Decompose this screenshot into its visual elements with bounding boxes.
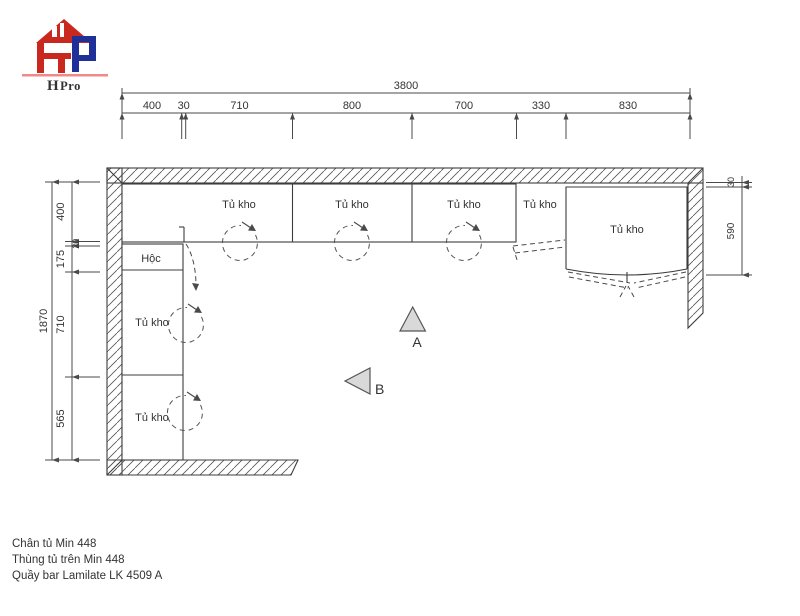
left-dim-seg-3: 175: [55, 249, 67, 269]
top-dim-seg-1: 400: [142, 100, 162, 112]
left-dim-seg-4: 710: [55, 315, 67, 334]
right-cabinet-center-mark-2: [628, 286, 634, 297]
top-dim-seg-6: 330: [531, 100, 551, 112]
top-dim-arrows: [120, 93, 693, 120]
right-dim-arrows: [742, 180, 749, 278]
left-col-label-1: Tủ kho: [135, 317, 169, 329]
top-dim-seg-3: 710: [230, 100, 249, 112]
hoc-door-swing-arrowhead: [192, 283, 199, 291]
note-line-2: Thùng tủ trên Min 448: [12, 554, 125, 566]
cabinet-left-column: [122, 244, 183, 460]
section-markers: [345, 307, 425, 397]
right-cabinet-door-left-2: [569, 277, 628, 288]
wall-top: [107, 168, 703, 183]
footer-notes: [12, 538, 163, 582]
note-line-3: Quầy bar Lamilate LK 4509 A: [12, 570, 163, 582]
left-dim-total: 1870: [38, 308, 50, 334]
right-cabinet-center-mark-1: [620, 286, 626, 297]
left-dimensions: [45, 180, 100, 463]
logo-chimney-1: [52, 26, 57, 37]
door-swing-arrows: [187, 222, 480, 401]
top-dim-seg-5: 700: [454, 100, 474, 112]
right-dimension-labels: [726, 177, 737, 239]
logo-wordmark: HPro: [47, 78, 81, 94]
marker-b-label: B: [375, 381, 385, 397]
top-row-label-2: Tủ kho: [335, 199, 369, 211]
top-dim-seg-4: 800: [342, 100, 362, 112]
right-cabinet-label: Tủ kho: [610, 224, 644, 236]
marker-a-triangle: [400, 307, 425, 331]
left-dim-seg-5: 565: [55, 409, 67, 428]
left-dimension-labels: [38, 203, 81, 428]
swing-arrow-5: [187, 392, 201, 401]
right-cabinet-door-right-2: [636, 277, 685, 288]
hoc-door-swing: [186, 244, 196, 286]
top-row-label-1: Tủ kho: [222, 199, 256, 211]
wall-right: [688, 183, 703, 328]
left-dim-seg-2: 20: [71, 238, 81, 249]
logo-letter-h: [37, 43, 71, 73]
top-row-label-4: Tủ kho: [523, 199, 557, 211]
small-cabinet-door-1: [513, 240, 565, 246]
marker-b-triangle: [345, 368, 370, 394]
top-dim-total: 3800: [393, 80, 419, 92]
top-dim-seg-2: 30: [177, 100, 190, 112]
note-line-1: Chân tủ Min 448: [12, 538, 97, 550]
wall-bottom: [107, 460, 298, 475]
left-dim-seg-1: 400: [55, 202, 67, 221]
logo-chimney-2: [60, 23, 64, 37]
logo-underline: [22, 74, 108, 77]
hoc-label: Hộc: [141, 253, 161, 265]
small-cabinet-door-stub: [513, 247, 518, 263]
hpro-logo: [22, 19, 108, 94]
logo-letter-p: [72, 36, 96, 72]
left-col-label-2: Tủ kho: [135, 412, 169, 424]
right-dim-seg-1: 30: [726, 176, 736, 188]
swing-arrow-4: [188, 304, 202, 313]
top-row-label-3: Tủ kho: [447, 199, 481, 211]
wall-left: [107, 168, 122, 475]
cabinet-top-row: [122, 184, 516, 242]
marker-a-label: A: [412, 334, 422, 350]
right-dim-seg-2: 590: [726, 222, 737, 240]
door-swing-arcs: [167, 225, 481, 430]
small-cabinet-door-2: [515, 247, 565, 253]
top-dimension-labels: [143, 80, 637, 112]
top-dimensions: [120, 88, 693, 139]
top-dim-seg-7: 830: [618, 100, 638, 112]
